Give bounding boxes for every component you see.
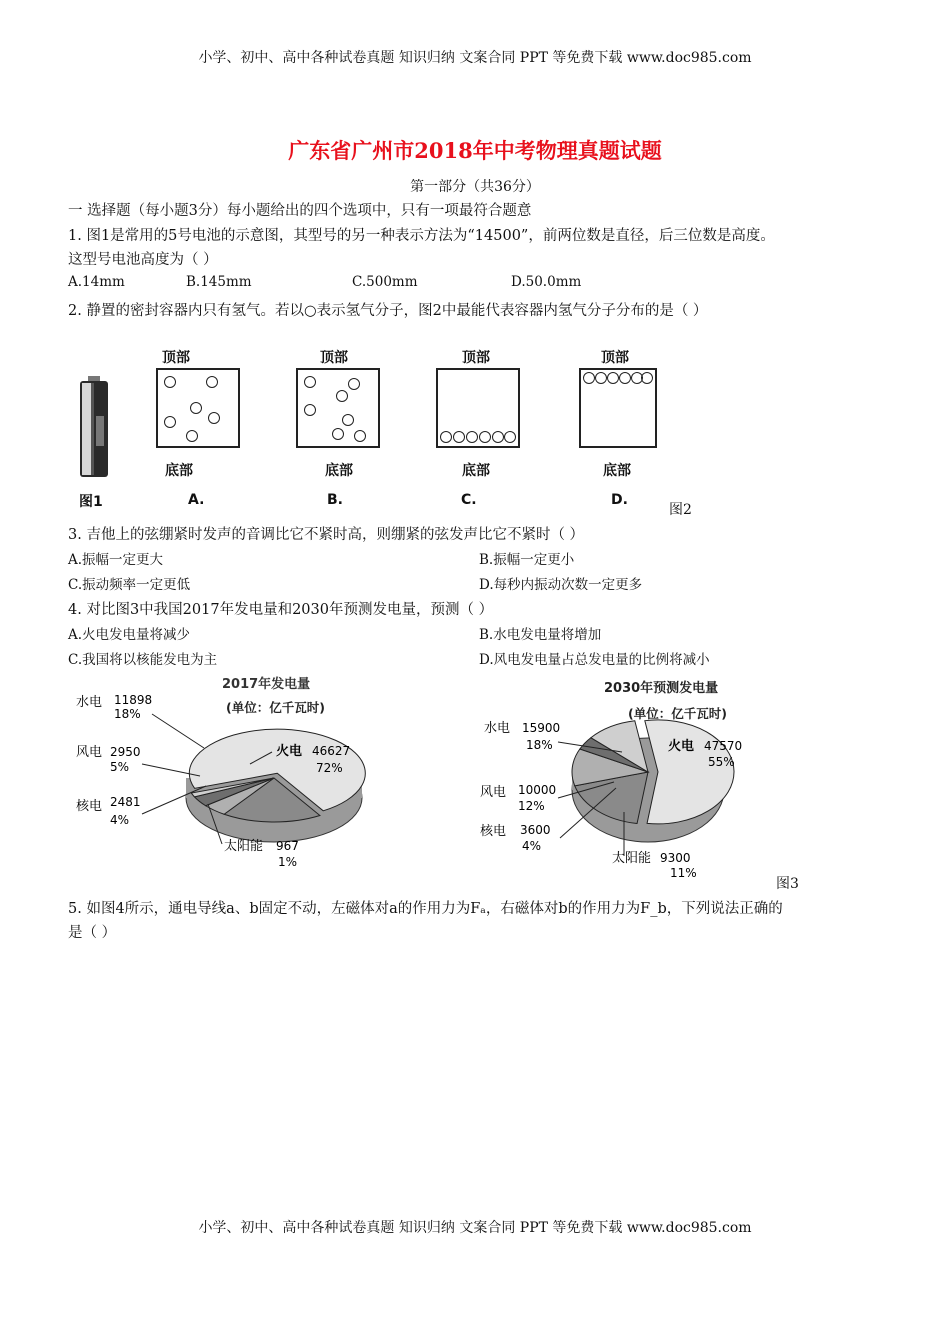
exam-title: 广东省广州市2018年中考物理真题试题 <box>288 138 662 163</box>
pie-chart-2030 <box>474 672 774 884</box>
q4-option-d: D.风电发电量占总发电量的比例将减小 <box>479 652 710 668</box>
label-2030-nuclear-name: 核电 <box>480 824 507 839</box>
label-2017-nuclear-value: 2481 <box>110 795 141 809</box>
label-2030-solar-value: 9300 <box>660 851 691 865</box>
label-2017-nuclear-pct: 4% <box>110 813 130 827</box>
label-2017-nuclear-name: 核电 <box>76 799 103 814</box>
option-b-label: B. <box>327 492 343 508</box>
label-2017-wind-pct: 5% <box>110 760 130 774</box>
label-2017-hydro-pct: 18% <box>114 707 141 721</box>
label-2017-wind-value: 2950 <box>110 745 141 759</box>
label-2017-solar-value: 967 <box>276 839 299 853</box>
label-2017-wind-name: 风电 <box>76 745 103 760</box>
box-a-bottom-label: 底部 <box>165 463 193 479</box>
label-2030-thermal-name: 火电 <box>668 739 695 754</box>
molecule <box>466 431 478 443</box>
label-2017-hydro-name: 水电 <box>76 695 103 710</box>
molecule <box>164 376 176 388</box>
part-heading: 第一部分（共36分） <box>410 179 540 195</box>
battery-figure <box>76 376 112 480</box>
page-header: 小学、初中、高中各种试卷真题 知识归纳 文案合同 PPT 等免费下载 www.doc985.com <box>198 50 752 66</box>
q5-stem-line1: 5. 如图4所示，通电导线a、b固定不动，左磁体对a的作用力为Fₐ，右磁体对b的作用力为F_b，下列说法正确的 <box>68 901 783 917</box>
label-2030-wind-name: 风电 <box>480 785 507 800</box>
label-2017-thermal-pct: 72% <box>316 761 343 775</box>
q1-option-d: D.50.0mm <box>511 274 582 290</box>
container-d <box>579 368 657 448</box>
label-2030-solar-pct: 11% <box>670 866 697 880</box>
label-2017-hydro-value: 11898 <box>114 693 153 707</box>
molecule <box>354 430 366 442</box>
q1-option-b: B.145mm <box>186 274 252 290</box>
pie-chart-2017 <box>66 668 396 880</box>
molecule <box>336 390 348 402</box>
molecule <box>595 372 607 384</box>
molecule <box>583 372 595 384</box>
q1-option-c: C.500mm <box>352 274 418 290</box>
q1-stem-line2: 这型号电池高度为（ ） <box>68 252 218 268</box>
label-2017-solar-name: 太阳能 <box>224 839 264 854</box>
q2-stem: 2. 静置的密封容器内只有氢气。若以○表示氢气分子，图2中最能代表容器内氢气分子分布的是（ ） <box>68 303 708 319</box>
pie-slice-火电 <box>645 720 734 824</box>
box-c-top-label: 顶部 <box>462 350 490 366</box>
label-2030-nuclear-pct: 4% <box>522 839 542 853</box>
chart-2017-title: 2017年发电量 <box>222 677 311 692</box>
molecule <box>607 372 619 384</box>
page-footer: 小学、初中、高中各种试卷真题 知识归纳 文案合同 PPT 等免费下载 www.doc985.com <box>198 1220 752 1236</box>
q4-option-b: B.水电发电量将增加 <box>479 627 602 643</box>
section-heading: 一 选择题（每小题3分）每小题给出的四个选项中，只有一项最符合题意 <box>68 203 532 219</box>
box-d-bottom-label: 底部 <box>603 463 631 479</box>
q3-option-b: B.振幅一定更小 <box>479 552 575 568</box>
molecule <box>641 372 653 384</box>
q1-stem-line1: 1. 图1是常用的5号电池的示意图，其型号的另一种表示方法为“14500”，前两位数是直径，后三位数是高度。 <box>68 228 775 244</box>
box-b-top-label: 顶部 <box>320 350 348 366</box>
molecule <box>304 404 316 416</box>
container-a <box>156 368 240 448</box>
label-2030-hydro-pct: 18% <box>526 738 553 752</box>
molecule <box>504 431 516 443</box>
molecule <box>479 431 491 443</box>
molecule <box>206 376 218 388</box>
molecule <box>208 412 220 424</box>
q1-option-a: A.14mm <box>68 274 125 290</box>
label-2030-solar-name: 太阳能 <box>612 851 652 866</box>
container-c <box>436 368 520 448</box>
q3-option-d: D.每秒内振动次数一定更多 <box>479 577 643 593</box>
label-2030-thermal-pct: 55% <box>708 755 735 769</box>
box-a-top-label: 顶部 <box>162 350 190 366</box>
option-d-label: D. <box>611 492 628 508</box>
box-b-bottom-label: 底部 <box>325 463 353 479</box>
q3-stem: 3. 吉他上的弦绷紧时发声的音调比它不紧时高，则绷紧的弦发声比它不紧时（ ） <box>68 527 585 543</box>
label-2017-thermal-value: 46627 <box>312 744 351 758</box>
label-2030-thermal-value: 47570 <box>704 739 743 753</box>
fig3-caption: 图3 <box>776 876 799 892</box>
chart-2030-title: 2030年预测发电量 <box>604 681 719 696</box>
q4-option-a: A.火电发电量将减少 <box>68 627 191 643</box>
option-a-label: A. <box>188 492 205 508</box>
q4-stem: 4. 对比图3中我国2017年发电量和2030年预测发电量，预测（ ） <box>68 602 494 618</box>
container-b <box>296 368 380 448</box>
label-2017-thermal-name: 火电 <box>276 744 303 759</box>
molecule <box>186 430 198 442</box>
molecule <box>492 431 504 443</box>
label-2030-wind-pct: 12% <box>518 799 545 813</box>
molecule <box>332 428 344 440</box>
chart-2030-subtitle: (单位：亿千瓦时) <box>628 706 727 721</box>
option-c-label: C. <box>461 492 477 508</box>
q5-stem-line2: 是（ ） <box>68 925 117 941</box>
molecule <box>190 402 202 414</box>
molecule <box>348 378 360 390</box>
q3-option-a: A.振幅一定更大 <box>68 552 164 568</box>
molecule <box>619 372 631 384</box>
q3-option-c: C.振动频率一定更低 <box>68 577 191 593</box>
box-c-bottom-label: 底部 <box>462 463 490 479</box>
label-2030-hydro-name: 水电 <box>484 721 511 736</box>
molecule <box>440 431 452 443</box>
label-2030-wind-value: 10000 <box>518 783 557 797</box>
q4-option-c: C.我国将以核能发电为主 <box>68 652 218 668</box>
label-2030-hydro-value: 15900 <box>522 721 561 735</box>
fig1-label: 图1 <box>79 494 103 510</box>
molecule <box>304 376 316 388</box>
label-2030-nuclear-value: 3600 <box>520 823 551 837</box>
box-d-top-label: 顶部 <box>601 350 629 366</box>
molecule <box>453 431 465 443</box>
fig2-caption: 图2 <box>669 502 692 518</box>
molecule <box>164 416 176 428</box>
chart-2017-subtitle: (单位：亿千瓦时) <box>226 700 325 715</box>
molecule <box>342 414 354 426</box>
label-2017-solar-pct: 1% <box>278 855 298 869</box>
